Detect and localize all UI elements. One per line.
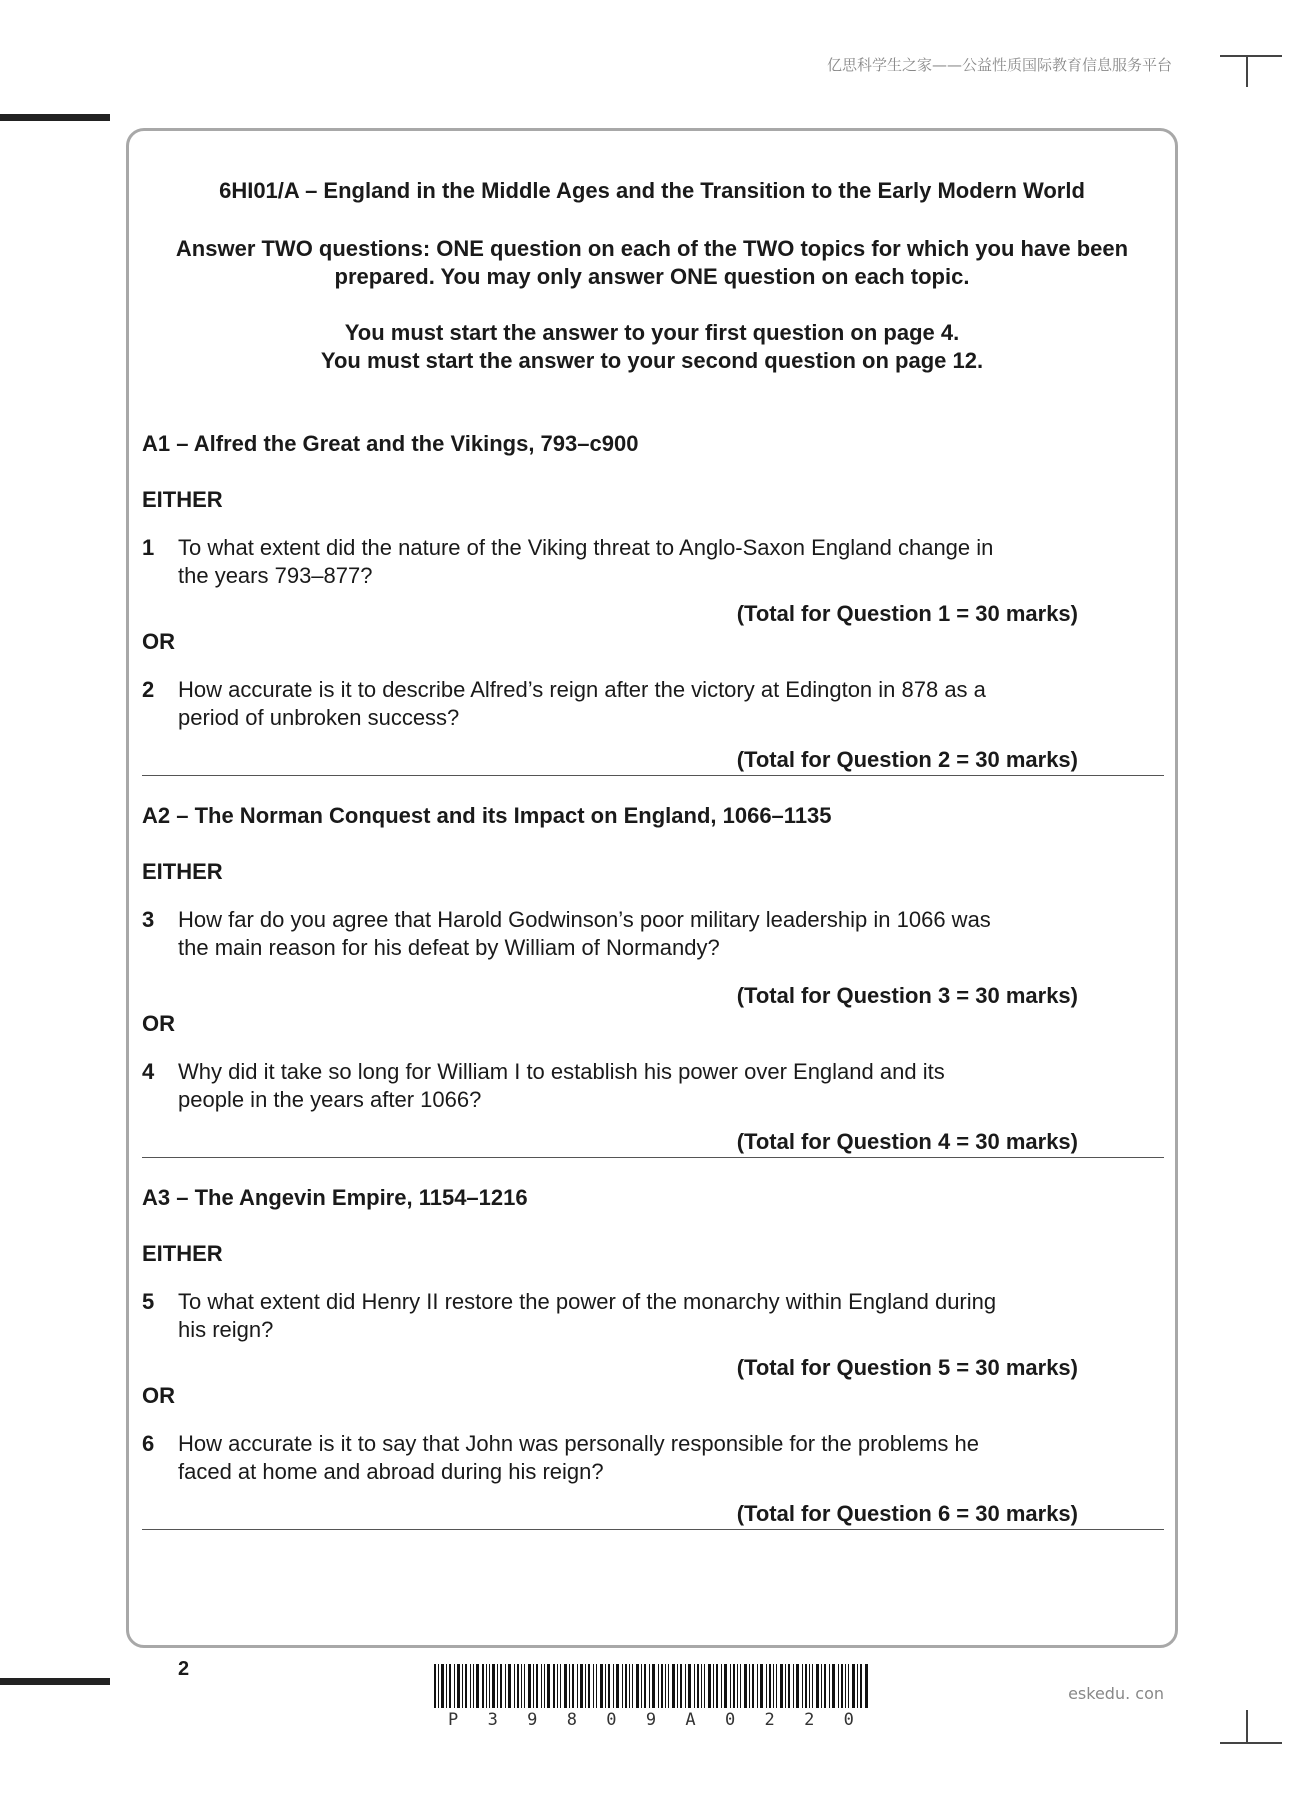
question-number: 5 (142, 1289, 155, 1314)
barcode-char: 2 (764, 1710, 775, 1730)
question-text-line2: the main reason for his defeat by William of Normandy? (178, 935, 720, 960)
barcode-char: 3 (487, 1710, 498, 1730)
barcode-char: 0 (606, 1710, 617, 1730)
question-text-line1: To what extent did the nature of the Viking threat to Anglo-Saxon England change in (178, 535, 994, 560)
question-number: 4 (142, 1059, 155, 1084)
question-text-line1: To what extent did Henry II restore the power of the monarchy within England during (178, 1289, 997, 1314)
question-text-line1: How accurate is it to say that John was personally responsible for the problems he (178, 1431, 979, 1456)
question-number: 2 (142, 677, 155, 702)
question-marks: (Total for Question 3 = 30 marks) (736, 983, 1078, 1008)
barcode-char: A (685, 1710, 696, 1730)
crop-mark-bottom-vertical (1246, 1710, 1248, 1742)
question-text-line2: the years 793–877? (178, 563, 373, 588)
question-marks: (Total for Question 5 = 30 marks) (736, 1355, 1078, 1380)
or-label: OR (142, 1011, 175, 1036)
paper-title: 6HI01/A – England in the Middle Ages and the Transition to the Early Modern World (219, 178, 1085, 203)
header-watermark: 亿思科学生之家——公益性质国际教育信息服务平台 (826, 56, 1172, 74)
barcode-char: P (448, 1710, 459, 1730)
crop-mark-top-vertical (1246, 55, 1248, 87)
barcode-text (434, 1710, 868, 1730)
topic-heading-a2: A2 – The Norman Conquest and its Impact on England, 1066–1135 (142, 803, 832, 828)
section-divider (142, 1529, 1164, 1530)
question-text-line1: How accurate is it to describe Alfred’s reign after the victory at Edington in 878 as a (178, 677, 986, 702)
question-marks: (Total for Question 6 = 30 marks) (736, 1501, 1078, 1526)
topic-heading-a3: A3 – The Angevin Empire, 1154–1216 (142, 1185, 528, 1210)
or-label: OR (142, 629, 175, 654)
page-number: 2 (178, 1658, 190, 1680)
question-text-line2: period of unbroken success? (178, 705, 460, 730)
either-label: EITHER (142, 487, 223, 512)
section-divider (142, 1157, 1164, 1158)
topic-heading-a1: A1 – Alfred the Great and the Vikings, 793–c900 (142, 431, 639, 456)
start-instruction-1: You must start the answer to your first question on page 4. (344, 320, 960, 345)
question-number: 1 (142, 535, 155, 560)
instruction-line-2: prepared. You may only answer ONE question on each topic. (334, 264, 970, 289)
barcode-char: 0 (843, 1710, 854, 1730)
side-bar-top (0, 114, 110, 121)
or-label: OR (142, 1383, 175, 1408)
question-number: 6 (142, 1431, 155, 1456)
question-marks: (Total for Question 1 = 30 marks) (736, 601, 1078, 626)
section-divider (142, 775, 1164, 776)
barcode-char: 9 (527, 1710, 538, 1730)
either-label: EITHER (142, 1241, 223, 1266)
barcode-char: 8 (566, 1710, 577, 1730)
question-marks: (Total for Question 4 = 30 marks) (736, 1129, 1078, 1154)
barcode-char: 9 (645, 1710, 657, 1730)
question-marks: (Total for Question 2 = 30 marks) (736, 747, 1078, 772)
question-text-line2: his reign? (178, 1317, 274, 1342)
crop-mark-top-horizontal (1220, 55, 1282, 57)
barcode-char: 2 (804, 1710, 815, 1730)
either-label: EITHER (142, 859, 223, 884)
footer-site: eskedu. con (1068, 1684, 1164, 1703)
barcode (434, 1664, 868, 1708)
question-text-line1: How far do you agree that Harold Godwinson’s poor military leadership in 1066 was (178, 907, 991, 932)
question-text-line1: Why did it take so long for William I to establish his power over England and its (178, 1059, 945, 1084)
question-text-line2: people in the years after 1066? (178, 1087, 482, 1112)
crop-mark-bottom-horizontal (1220, 1742, 1282, 1744)
side-bar-bottom (0, 1678, 110, 1685)
barcode-char: 0 (724, 1710, 736, 1730)
instruction-line-1: Answer TWO questions: ONE question on each of the TWO topics for which you have been (175, 236, 1129, 261)
question-text-line2: faced at home and abroad during his reign? (178, 1459, 604, 1484)
start-instruction-2: You must start the answer to your second question on page 12. (320, 348, 984, 373)
question-number: 3 (142, 907, 155, 932)
